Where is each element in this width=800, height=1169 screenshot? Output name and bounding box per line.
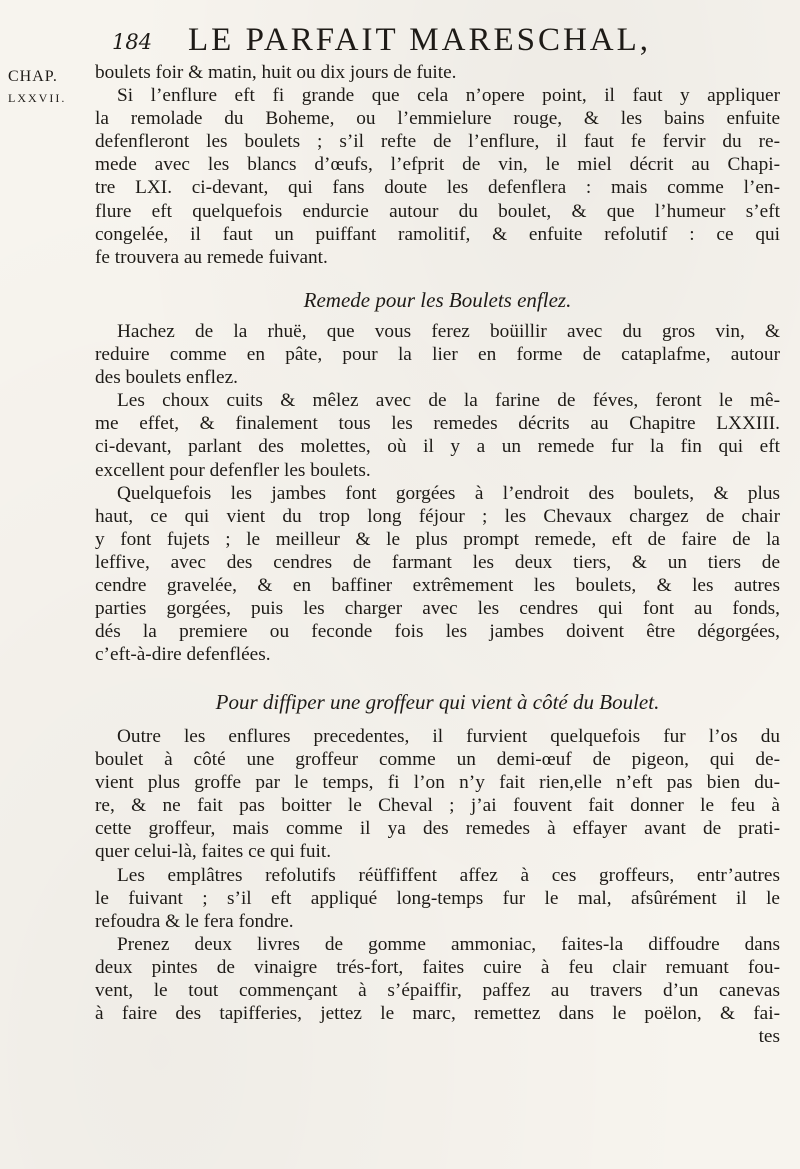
page-number: 184 [112, 30, 153, 54]
text-line: Les choux cuits & mêlez avec de la farine de féves, feront le mê- [117, 390, 780, 412]
text-line: cendre gravelée, & en baffiner extrêmement les boulets, & les autres [95, 575, 780, 597]
text-line: Les emplâtres refolutifs réüffiffent affez à ces groffeurs, entr’autres [117, 864, 780, 886]
text-line: boulet à côté une groffeur comme un demi-œuf de pigeon, qui de- [95, 749, 780, 771]
text-line: fe trouvera au remede fuivant. [95, 246, 328, 268]
text-line: y font fujets ; le meilleur & le plus prompt remede, eft de faire de la [95, 528, 780, 550]
paragraph-block-1 [95, 61, 780, 269]
text-line: à faire des tapifferies, jettez le marc, remettez dans le poëlon, & fai- [95, 1003, 780, 1025]
text-line: congelée, il faut un puiffant ramolitif, & enfuite refolutif : ce qui [95, 223, 780, 245]
text-line: reduire comme en pâte, pour la lier en forme de cataplafme, autour [95, 344, 780, 366]
running-title: LE PARFAIT MARESCHAL, [188, 22, 652, 58]
text-line: tre LXI. ci-devant, qui fans doute les defenflera : mais comme l’en- [95, 177, 780, 199]
text-line: ci-devant, parlant des molettes, où il y a un remede fur la fin qui eft [95, 436, 780, 458]
text-line: me effet, & finalement tous les remedes décrits au Chapitre LXXIII. [95, 413, 780, 435]
text-line: excellent pour defenfler les boulets. [95, 459, 371, 481]
text-line: refoudra & le fera fondre. [95, 910, 294, 932]
paragraph-block-2 [95, 320, 780, 666]
text-line: quer celui-là, faites ce qui fuit. [95, 841, 332, 863]
swelling-heading: Pour diffiper une groffeur qui vient à côté du Boulet. [215, 690, 660, 714]
text-line: des boulets enflez. [95, 367, 238, 389]
paragraph-block-3 [95, 725, 780, 1048]
text-line: defenfleront les boulets ; s’il refte de l’enflure, il faut fe fervir du re- [95, 131, 780, 153]
text-line: vient plus groffe par le temps, fi l’on n’y fait rien,elle n’eft pas bien du- [95, 772, 780, 794]
remedy-heading: Remede pour les Boulets enflez. [303, 288, 572, 312]
text-line: re, & ne fait pas boitter le Cheval ; j’ai fouvent fait donner le feu à [95, 795, 780, 817]
text-line: boulets foir & matin, huit ou dix jours de fuite. [95, 62, 457, 83]
text-line: flure eft quelquefois endurcie autour du boulet, & que l’humeur s’eft [95, 200, 780, 222]
text-line: Prenez deux livres de gomme ammoniac, faites-la diffoudre dans [117, 933, 780, 955]
catchword: tes [758, 1026, 780, 1048]
text-line: mede avec les blancs d’œufs, l’efprit de vin, le miel décrit au Chapi- [95, 154, 780, 176]
margin-chapter-label: CHAP. [8, 68, 58, 85]
text-line: vent, le tout commençant à s’épaiffir, paffez au travers d’un canevas [95, 980, 780, 1002]
text-line: haut, ce qui vient du trop long féjour ; les Chevaux chargez de chair [95, 505, 780, 527]
text-line: Si l’enflure eft fi grande que cela n’opere point, il faut y appliquer [117, 85, 780, 107]
text-line: le fuivant ; s’il eft appliqué long-temps fur le mal, afsûrément il le [95, 887, 780, 909]
text-line: leffive, avec des cendres de farmant les deux tiers, & un tiers de [95, 551, 780, 573]
text-line: la remolade du Boheme, ou l’emmielure rouge, & les bains enfuite [95, 108, 780, 130]
text-line: cette groffeur, mais comme il ya des remedes à effayer avant de prati- [95, 818, 780, 840]
text-line: dés la premiere ou feconde fois les jambes doivent être dégorgées, [95, 621, 780, 643]
text-line: Hachez de la rhuë, que vous ferez boüillir avec du gros vin, & [117, 321, 780, 342]
margin-chapter-number: LXXVII. [8, 91, 67, 105]
text-line: Quelquefois les jambes font gorgées à l’endroit des boulets, & plus [117, 482, 780, 504]
text-line: deux pintes de vinaigre trés-fort, faites cuire à feu clair remuant fou- [95, 956, 780, 978]
text-line: Outre les enflures precedentes, il furvient quelquefois fur l’os du [117, 726, 780, 747]
text-line: c’eft-à-dire defenflées. [95, 644, 271, 666]
text-line: parties gorgées, puis les charger avec les cendres qui font au fonds, [95, 598, 780, 620]
page-header [60, 22, 780, 62]
